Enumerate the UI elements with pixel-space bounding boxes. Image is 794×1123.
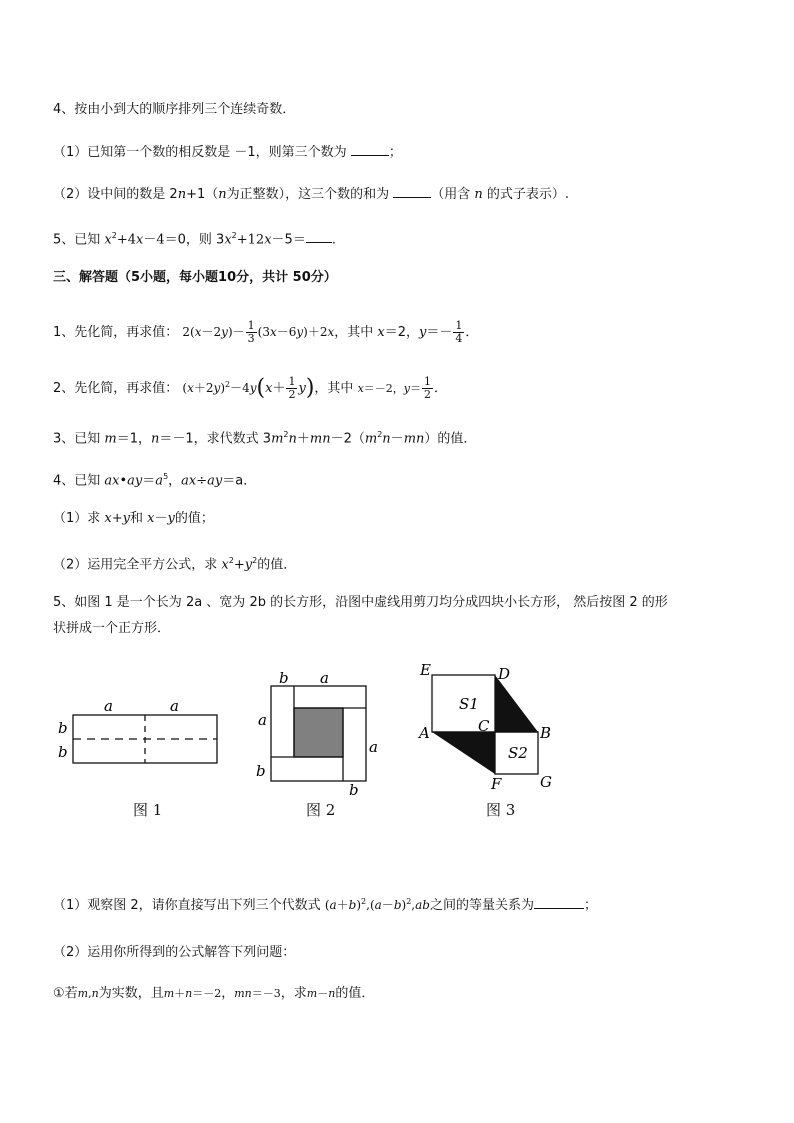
fig3-label-D: D <box>498 665 511 683</box>
s4-part1: （1）求 x+y和 x－y的值； <box>53 511 214 526</box>
s1: 1、先化简，再求值： 2(x－2y)－ $\frac{1}{3}$ (3x－6y)＋2x，其中 x＝2，y＝－ $\frac{1}{4}$ ． <box>53 319 479 345</box>
fig1-label-a1: a <box>104 697 113 715</box>
fig3-caption: 图 3 <box>486 801 516 819</box>
fig3-label-G: G <box>540 773 552 791</box>
s5-part1: （1）观察图 2，请你直接写出下列三个代数式 $(a+b)^2,(a-b)^2,ab$之间的等量关系为 ； <box>53 897 597 913</box>
figures <box>0 655 794 825</box>
answer-blank[interactable] <box>306 230 332 243</box>
figure-3 <box>417 661 552 793</box>
s3: 3、已知 m＝1，n＝－1，求代数式 $3m^2n+mn-2(m^2n-mn)$的值． <box>53 430 477 447</box>
figure-1 <box>58 697 217 763</box>
s2: 2、先化简，再求值： $(x+2y)^2-4y(x+$ $\frac{1}{2}$ y)，其中 x＝－2，y＝ $\frac{1}{2}$ ． <box>53 375 448 401</box>
fig3-label-E: E <box>420 661 431 679</box>
fig3-label-B: B <box>540 724 552 742</box>
fig1-label-b2: b <box>58 743 68 761</box>
fig1-label-a2: a <box>170 697 179 715</box>
q4-part2: （2）设中间的数是 2n+1（n为正整数），这三个数的和为 （用含 n 的式子表示）. <box>53 187 570 202</box>
q5: 5、已知 $x^2+4x-4=0$，则 $3x^2+12x-5=$ . <box>53 231 336 248</box>
fig2-label-a-right: a <box>369 738 378 756</box>
figure-2 <box>256 669 378 799</box>
answer-blank[interactable] <box>393 185 431 198</box>
fig1-label-b1: b <box>58 719 68 737</box>
fig2-label-b-bottom: b <box>349 781 359 799</box>
s4-part2: （2）运用完全平方公式，求 $x^2+y^2$的值． <box>53 556 297 573</box>
s5-line1: 5、如图 1 是一个长为 2a 、宽为 2b 的长方形，沿图中虚线用剪刀均分成四块小长方形， 然后按图 2 的形 <box>53 595 668 610</box>
s5-part3: ①若m,n为实数，且m＋n＝－2，mn＝－3，求m－n的值． <box>53 986 375 1001</box>
fig3-label-S1: S1 <box>459 695 479 713</box>
s5-part2: （2）运用你所得到的公式解答下列问题： <box>53 945 296 960</box>
fig2-caption: 图 2 <box>306 801 336 819</box>
section-heading: 三、解答题（5小题，每小题10分，共计 50分） <box>53 270 337 285</box>
fig2-label-a-top: a <box>320 669 329 687</box>
fig3-label-C: C <box>478 717 490 735</box>
fig3-label-A: A <box>419 724 430 742</box>
fig2-label-b-left: b <box>256 762 266 780</box>
answer-blank[interactable] <box>351 143 389 156</box>
fig2-label-b-top: b <box>279 669 289 687</box>
q4-part1: （1）已知第一个数的相反数是 －1，则第三个数为 ； <box>53 145 402 160</box>
fig1-caption: 图 1 <box>133 801 163 819</box>
q4-title: 4、按由小到大的顺序排列三个连续奇数． <box>53 102 296 117</box>
fig3-label-S2: S2 <box>508 744 528 762</box>
s5-line2: 状拼成一个正方形． <box>53 621 171 636</box>
fig2-label-a-left: a <box>258 711 267 729</box>
answer-blank[interactable] <box>534 896 584 909</box>
s4: 4、已知 $ax•ay=a^5$，ax÷ay＝a． <box>53 472 257 489</box>
fig3-label-F: F <box>491 775 502 793</box>
